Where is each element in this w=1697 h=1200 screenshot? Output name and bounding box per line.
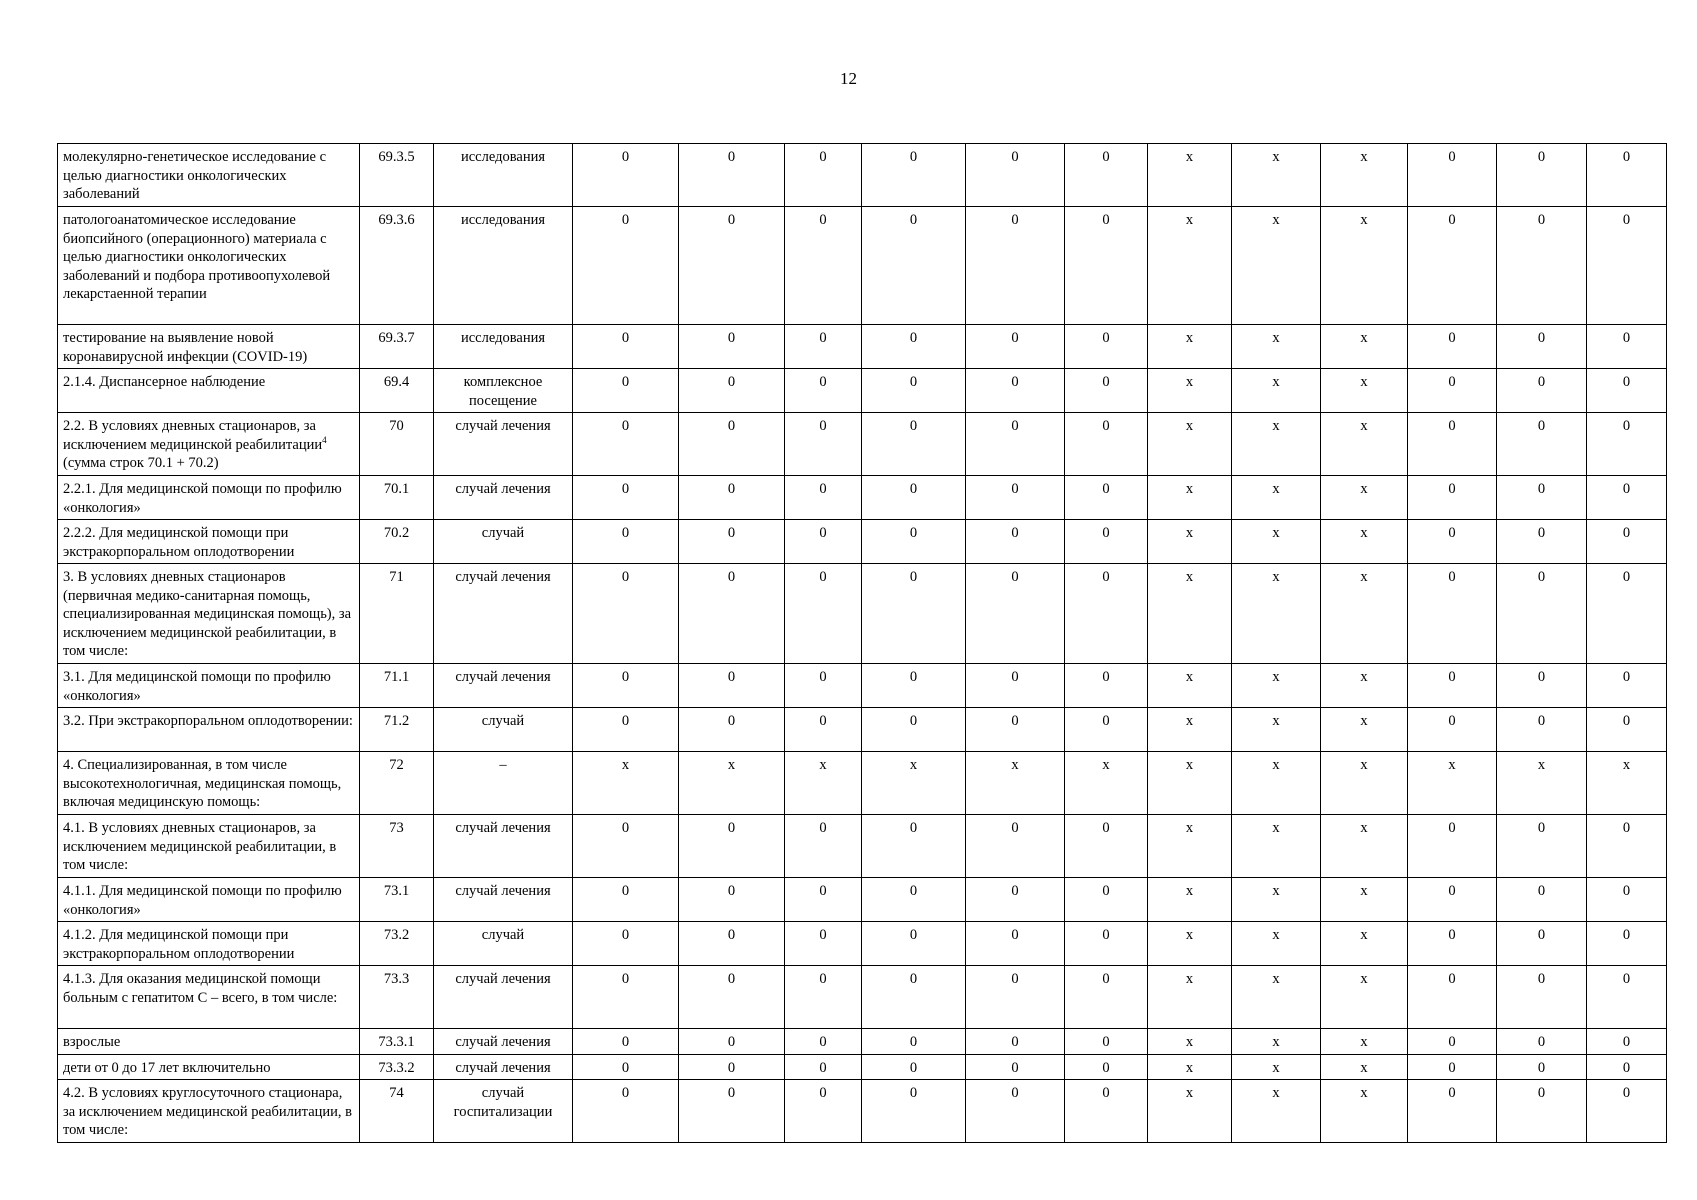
value-cell: х (1232, 1029, 1321, 1055)
value-cell: 0 (1065, 878, 1148, 922)
value-cell: 0 (1065, 476, 1148, 520)
row-code: 73.1 (360, 878, 434, 922)
row-unit: случай госпитализации (434, 1080, 573, 1143)
table-row (58, 752, 1667, 815)
value-cell: 0 (785, 878, 862, 922)
value-cell: 0 (785, 1054, 862, 1080)
value-cell: 0 (679, 1054, 785, 1080)
value-cell: 0 (862, 966, 966, 1029)
value-cell: 0 (862, 144, 966, 207)
value-cell: 0 (1065, 520, 1148, 564)
value-cell: х (1148, 752, 1232, 815)
row-code: 70 (360, 413, 434, 476)
row-code: 69.3.7 (360, 325, 434, 369)
value-cell: х (1148, 476, 1232, 520)
row-name: тестирование на выявление новой коронавирусной инфекции (COVID-19) (58, 325, 360, 369)
value-cell: 0 (679, 966, 785, 1029)
value-cell: 0 (1587, 922, 1667, 966)
value-cell: 0 (1497, 520, 1587, 564)
value-cell: 0 (1408, 207, 1497, 325)
value-cell: 0 (1497, 708, 1587, 752)
value-cell: х (1232, 413, 1321, 476)
value-cell: х (679, 752, 785, 815)
row-name: 2.2.1. Для медицинской помощи по профилю «онкология» (58, 476, 360, 520)
table-row (58, 325, 1667, 369)
value-cell: 0 (1497, 815, 1587, 878)
value-cell: 0 (573, 664, 679, 708)
value-cell: 0 (1065, 369, 1148, 413)
value-cell: 0 (966, 520, 1065, 564)
value-cell: 0 (1497, 664, 1587, 708)
value-cell: 0 (966, 564, 1065, 664)
row-code: 70.2 (360, 520, 434, 564)
value-cell: 0 (1497, 144, 1587, 207)
value-cell: 0 (1587, 815, 1667, 878)
value-cell: 0 (573, 413, 679, 476)
table-row (58, 708, 1667, 752)
value-cell: х (1232, 564, 1321, 664)
value-cell: 0 (573, 878, 679, 922)
footnote-marker: 4 (322, 434, 327, 445)
value-cell: 0 (573, 815, 679, 878)
value-cell: 0 (862, 878, 966, 922)
table-row (58, 878, 1667, 922)
value-cell: х (1232, 207, 1321, 325)
row-code: 74 (360, 1080, 434, 1143)
value-cell: 0 (679, 325, 785, 369)
value-cell: 0 (573, 1080, 679, 1143)
value-cell: 0 (1587, 966, 1667, 1029)
value-cell: 0 (573, 325, 679, 369)
value-cell: 0 (1065, 1029, 1148, 1055)
value-cell: 0 (1065, 664, 1148, 708)
value-cell: х (1232, 966, 1321, 1029)
value-cell: 0 (785, 1029, 862, 1055)
value-cell: 0 (966, 922, 1065, 966)
value-cell: 0 (1497, 564, 1587, 664)
value-cell: 0 (679, 922, 785, 966)
value-cell: 0 (785, 966, 862, 1029)
value-cell: х (1232, 1054, 1321, 1080)
row-code: 73 (360, 815, 434, 878)
value-cell: х (1148, 564, 1232, 664)
value-cell: х (1321, 966, 1408, 1029)
value-cell: 0 (785, 413, 862, 476)
value-cell: 0 (1408, 144, 1497, 207)
table-row (58, 815, 1667, 878)
value-cell: х (1232, 878, 1321, 922)
table-row (58, 922, 1667, 966)
value-cell: 0 (1587, 708, 1667, 752)
value-cell: х (1321, 413, 1408, 476)
value-cell: 0 (966, 369, 1065, 413)
value-cell: 0 (785, 1080, 862, 1143)
value-cell: х (1408, 752, 1497, 815)
table-row (58, 1054, 1667, 1080)
value-cell: 0 (1408, 564, 1497, 664)
row-unit: случай лечения (434, 1029, 573, 1055)
value-cell: 0 (1587, 878, 1667, 922)
table-row (58, 520, 1667, 564)
row-code: 73.3 (360, 966, 434, 1029)
value-cell: х (1321, 564, 1408, 664)
row-code: 73.2 (360, 922, 434, 966)
value-cell: 0 (1587, 369, 1667, 413)
value-cell: х (1321, 708, 1408, 752)
value-cell: х (1321, 1080, 1408, 1143)
value-cell: 0 (573, 520, 679, 564)
value-cell: 0 (966, 144, 1065, 207)
value-cell: 0 (1497, 922, 1587, 966)
value-cell: 0 (966, 878, 1065, 922)
value-cell: х (1321, 922, 1408, 966)
row-code: 71 (360, 564, 434, 664)
value-cell: х (1148, 878, 1232, 922)
row-code: 72 (360, 752, 434, 815)
value-cell: 0 (862, 207, 966, 325)
value-cell: 0 (1587, 413, 1667, 476)
row-unit: случай лечения (434, 878, 573, 922)
value-cell: 0 (785, 708, 862, 752)
value-cell: 0 (679, 476, 785, 520)
value-cell: 0 (573, 476, 679, 520)
value-cell: 0 (966, 966, 1065, 1029)
value-cell: 0 (573, 966, 679, 1029)
value-cell: 0 (966, 664, 1065, 708)
row-unit: случай (434, 520, 573, 564)
value-cell: 0 (1587, 1080, 1667, 1143)
row-name: 3.1. Для медицинской помощи по профилю «онкология» (58, 664, 360, 708)
value-cell: х (1148, 966, 1232, 1029)
value-cell: 0 (1587, 144, 1667, 207)
value-cell: х (1321, 1054, 1408, 1080)
value-cell: 0 (966, 207, 1065, 325)
value-cell: 0 (1497, 325, 1587, 369)
value-cell: 0 (573, 207, 679, 325)
value-cell: 0 (1065, 144, 1148, 207)
value-cell: х (1148, 1054, 1232, 1080)
value-cell: 0 (1408, 369, 1497, 413)
value-cell: 0 (1065, 564, 1148, 664)
value-cell: 0 (862, 815, 966, 878)
value-cell: х (1321, 476, 1408, 520)
value-cell: 0 (679, 369, 785, 413)
value-cell: 0 (1408, 476, 1497, 520)
value-cell: х (1587, 752, 1667, 815)
value-cell: 0 (785, 564, 862, 664)
value-cell: х (1321, 878, 1408, 922)
value-cell: х (1148, 369, 1232, 413)
value-cell: 0 (862, 922, 966, 966)
value-cell: 0 (679, 207, 785, 325)
value-cell: 0 (862, 413, 966, 476)
value-cell: 0 (1497, 966, 1587, 1029)
value-cell: х (1321, 369, 1408, 413)
value-cell: 0 (1587, 1029, 1667, 1055)
row-unit: случай (434, 922, 573, 966)
table-row (58, 1080, 1667, 1143)
value-cell: 0 (966, 413, 1065, 476)
value-cell: 0 (1497, 207, 1587, 325)
value-cell: 0 (1587, 207, 1667, 325)
row-unit: случай (434, 708, 573, 752)
value-cell: 0 (1408, 966, 1497, 1029)
value-cell: х (1321, 815, 1408, 878)
value-cell: 0 (862, 520, 966, 564)
value-cell: 0 (1587, 325, 1667, 369)
table-row (58, 369, 1667, 413)
value-cell: 0 (679, 878, 785, 922)
value-cell: х (1148, 207, 1232, 325)
value-cell: х (1321, 664, 1408, 708)
value-cell: 0 (1497, 413, 1587, 476)
value-cell: 0 (1065, 815, 1148, 878)
value-cell: 0 (679, 144, 785, 207)
row-unit: случай лечения (434, 564, 573, 664)
table-row (58, 966, 1667, 1029)
value-cell: х (1232, 369, 1321, 413)
value-cell: х (1321, 520, 1408, 564)
value-cell: 0 (679, 413, 785, 476)
value-cell: х (1321, 325, 1408, 369)
value-cell: 0 (573, 369, 679, 413)
value-cell: 0 (785, 476, 862, 520)
row-unit: комплексное посещение (434, 369, 573, 413)
value-cell: 0 (862, 1029, 966, 1055)
value-cell: х (862, 752, 966, 815)
table-row (58, 564, 1667, 664)
value-cell: х (1148, 520, 1232, 564)
value-cell: х (1232, 476, 1321, 520)
value-cell: 0 (862, 564, 966, 664)
value-cell: 0 (679, 1029, 785, 1055)
value-cell: 0 (862, 325, 966, 369)
row-unit: исследования (434, 144, 573, 207)
row-code: 71.2 (360, 708, 434, 752)
value-cell: 0 (1408, 520, 1497, 564)
value-cell: 0 (1408, 1029, 1497, 1055)
row-name: 4.1.3. Для оказания медицинской помощи больным с гепатитом С – всего, в том числе: (58, 966, 360, 1029)
value-cell: х (1148, 815, 1232, 878)
value-cell: х (1232, 520, 1321, 564)
row-unit: исследования (434, 325, 573, 369)
value-cell: х (1148, 144, 1232, 207)
value-cell: х (1148, 922, 1232, 966)
value-cell: 0 (1408, 413, 1497, 476)
value-cell: 0 (1065, 922, 1148, 966)
value-cell: 0 (1497, 1029, 1587, 1055)
value-cell: 0 (573, 1054, 679, 1080)
value-cell: 0 (1065, 207, 1148, 325)
value-cell: х (1232, 922, 1321, 966)
value-cell: 0 (1497, 1080, 1587, 1143)
row-unit: случай лечения (434, 966, 573, 1029)
value-cell: 0 (785, 369, 862, 413)
row-name: дети от 0 до 17 лет включительно (58, 1054, 360, 1080)
row-name: 4. Специализированная, в том числе высокотехнологичная, медицинская помощь, включая медицинскую помощь: (58, 752, 360, 815)
value-cell: х (1148, 708, 1232, 752)
value-cell: 0 (1497, 878, 1587, 922)
value-cell: х (1232, 708, 1321, 752)
value-cell: 0 (1587, 1054, 1667, 1080)
value-cell: 0 (966, 1054, 1065, 1080)
value-cell: х (966, 752, 1065, 815)
row-unit: исследования (434, 207, 573, 325)
row-name: 3. В условиях дневных стационаров (первичная медико-санитарная помощь, специализированная медицинская помощь), за исключением медицинской реабилитации, в том числе: (58, 564, 360, 664)
value-cell: 0 (1408, 922, 1497, 966)
value-cell: 0 (862, 1054, 966, 1080)
value-cell: х (573, 752, 679, 815)
value-cell: 0 (679, 520, 785, 564)
value-cell: х (1321, 752, 1408, 815)
row-code: 70.1 (360, 476, 434, 520)
row-name: патологоанатомическое исследование биопсийного (операционного) материала с целью диагностики онкологических заболеваний и подбора противоопухолевой лекарстаенной терапии (58, 207, 360, 325)
table-body (58, 144, 1667, 1143)
row-name: 4.1. В условиях дневных стационаров, за исключением медицинской реабилитации, в том числе: (58, 815, 360, 878)
report-table (57, 143, 1667, 1143)
row-code: 73.3.2 (360, 1054, 434, 1080)
row-name: 3.2. При экстракорпоральном оплодотворении: (58, 708, 360, 752)
value-cell: 0 (1497, 476, 1587, 520)
value-cell: 0 (785, 144, 862, 207)
value-cell: х (1321, 144, 1408, 207)
table-row (58, 664, 1667, 708)
value-cell: 0 (1408, 1054, 1497, 1080)
value-cell: 0 (1408, 325, 1497, 369)
value-cell: 0 (573, 144, 679, 207)
value-cell: 0 (1497, 1054, 1587, 1080)
row-unit: случай лечения (434, 413, 573, 476)
row-name: 2.2.2. Для медицинской помощи при экстракорпоральном оплодотворении (58, 520, 360, 564)
value-cell: 0 (679, 564, 785, 664)
value-cell: 0 (679, 708, 785, 752)
table-row (58, 413, 1667, 476)
table-row (58, 1029, 1667, 1055)
value-cell: 0 (1065, 325, 1148, 369)
table-row (58, 476, 1667, 520)
value-cell: 0 (1408, 878, 1497, 922)
row-name: 4.1.1. Для медицинской помощи по профилю «онкология» (58, 878, 360, 922)
row-unit: – (434, 752, 573, 815)
value-cell: х (1148, 1029, 1232, 1055)
value-cell: х (1232, 815, 1321, 878)
page-number: 12 (840, 69, 857, 88)
value-cell: 0 (966, 815, 1065, 878)
value-cell: 0 (862, 664, 966, 708)
value-cell: 0 (1587, 476, 1667, 520)
value-cell: х (1148, 1080, 1232, 1143)
value-cell: 0 (966, 325, 1065, 369)
row-code: 71.1 (360, 664, 434, 708)
value-cell: 0 (862, 708, 966, 752)
value-cell: 0 (1408, 664, 1497, 708)
value-cell: 0 (966, 1080, 1065, 1143)
value-cell: х (1232, 325, 1321, 369)
value-cell: 0 (1587, 520, 1667, 564)
row-name: 4.2. В условиях круглосуточного стационара, за исключением медицинской реабилитации, в том числе: (58, 1080, 360, 1143)
value-cell: х (1148, 413, 1232, 476)
row-name: взрослые (58, 1029, 360, 1055)
value-cell: 0 (785, 207, 862, 325)
value-cell: 0 (785, 922, 862, 966)
row-unit: случай лечения (434, 664, 573, 708)
table-row (58, 207, 1667, 325)
value-cell: 0 (1065, 1054, 1148, 1080)
value-cell: 0 (679, 664, 785, 708)
value-cell: 0 (1408, 708, 1497, 752)
value-cell: 0 (1065, 413, 1148, 476)
row-name: молекулярно-генетическое исследование с целью диагностики онкологических заболеваний (58, 144, 360, 207)
value-cell: 0 (679, 815, 785, 878)
value-cell: 0 (785, 815, 862, 878)
value-cell: 0 (1065, 708, 1148, 752)
value-cell: 0 (785, 325, 862, 369)
value-cell: х (1497, 752, 1587, 815)
value-cell: 0 (966, 1029, 1065, 1055)
value-cell: 0 (679, 1080, 785, 1143)
value-cell: 0 (966, 476, 1065, 520)
value-cell: 0 (573, 708, 679, 752)
value-cell: 0 (785, 664, 862, 708)
value-cell: 0 (573, 922, 679, 966)
row-code: 69.3.6 (360, 207, 434, 325)
value-cell: х (1321, 207, 1408, 325)
row-name: 4.1.2. Для медицинской помощи при экстракорпоральном оплодотворении (58, 922, 360, 966)
value-cell: 0 (1408, 1080, 1497, 1143)
value-cell: х (1232, 664, 1321, 708)
value-cell: 0 (785, 520, 862, 564)
row-unit: случай лечения (434, 476, 573, 520)
table-row (58, 144, 1667, 207)
value-cell: 0 (966, 708, 1065, 752)
value-cell: х (1321, 1029, 1408, 1055)
row-unit: случай лечения (434, 815, 573, 878)
value-cell: 0 (862, 476, 966, 520)
value-cell: 0 (573, 1029, 679, 1055)
row-name: 2.1.4. Диспансерное наблюдение (58, 369, 360, 413)
value-cell: х (1232, 752, 1321, 815)
value-cell: 0 (1497, 369, 1587, 413)
value-cell: 0 (1587, 564, 1667, 664)
value-cell: х (1065, 752, 1148, 815)
value-cell: 0 (1065, 966, 1148, 1029)
value-cell: 0 (1065, 1080, 1148, 1143)
value-cell: х (1232, 144, 1321, 207)
row-code: 73.3.1 (360, 1029, 434, 1055)
row-unit: случай лечения (434, 1054, 573, 1080)
value-cell: 0 (862, 369, 966, 413)
value-cell: 0 (1408, 815, 1497, 878)
value-cell: х (1232, 1080, 1321, 1143)
value-cell: 0 (1587, 664, 1667, 708)
value-cell: х (1148, 325, 1232, 369)
value-cell: 0 (573, 564, 679, 664)
row-name: 2.2. В условиях дневных стационаров, за исключением медицинской реабилитации$^4$ (сумма строк 70.1 + 70.2) (58, 413, 360, 476)
value-cell: 0 (862, 1080, 966, 1143)
row-code: 69.3.5 (360, 144, 434, 207)
row-code: 69.4 (360, 369, 434, 413)
value-cell: х (785, 752, 862, 815)
value-cell: х (1148, 664, 1232, 708)
